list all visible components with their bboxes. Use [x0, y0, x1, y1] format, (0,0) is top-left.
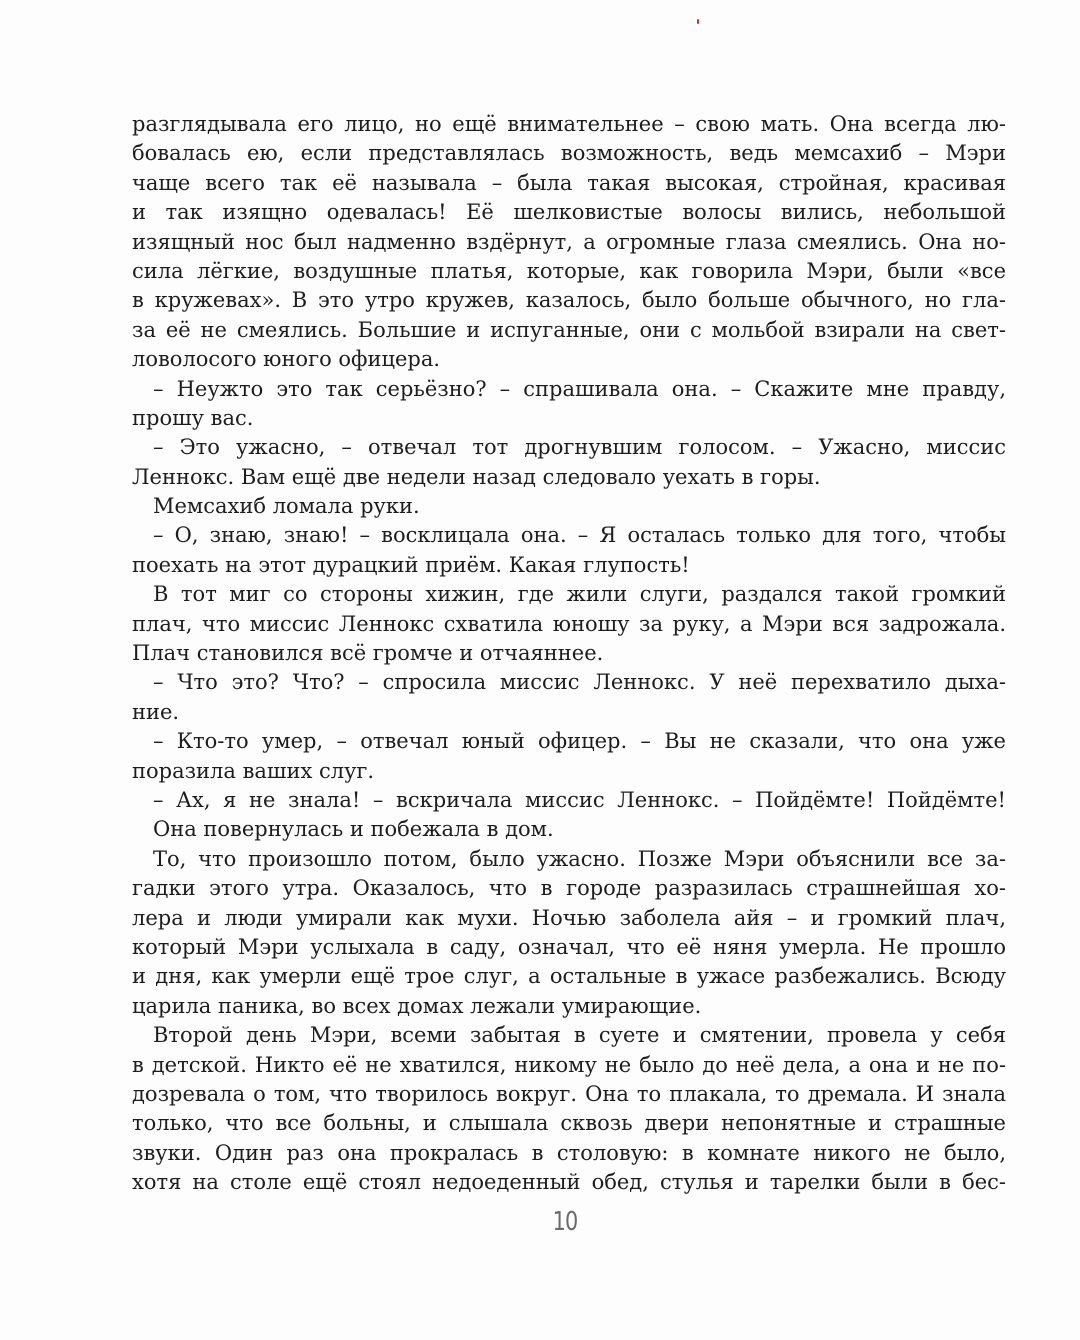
text-line: разглядывала его лицо, но ещё внимательнее – свою мать. Она всегда лю-: [132, 112, 1006, 136]
text-line: – О, знаю, знаю! – восклицала она. – Я осталась только для того, чтобы: [153, 523, 1006, 548]
text-line: и дня, как умерли ещё трое слуг, а остальные в ужасе разбежались. Всюду: [132, 964, 1006, 989]
text-line: за её не смеялись. Большие и испуганные, они с мольбой взирали на свет-: [132, 317, 1006, 342]
text-line: царила паника, во всех домах лежали умирающие.: [132, 993, 702, 1018]
text-line: который Мэри услыхала в саду, означал, что её няня умерла. Не прошло: [132, 934, 1006, 959]
text-line: прошу вас.: [132, 405, 254, 430]
text-line: В тот миг со стороны хижин, где жили слуги, раздался такой громкий: [153, 582, 1006, 607]
text-line: – Кто-то умер, – отвечал юный офицер. – Вы не сказали, что она уже: [153, 729, 1006, 754]
text-line: – Ах, я не знала! – вскричала миссис Леннокс. – Пойдёмте! Пойдёмте!: [153, 787, 1006, 812]
text-line: изящный нос был надменно вздёрнут, а огромные глаза смеялись. Она но-: [132, 229, 1006, 254]
text-line: Леннокс. Вам ещё две недели назад следовало уехать в горы.: [132, 464, 821, 489]
text-line: – Неужто это так серьёзно? – спрашивала она. – Скажите мне правду,: [153, 376, 1006, 401]
text-line: ние.: [132, 699, 180, 724]
text-line: Плач становился всё громче и отчаяннее.: [132, 641, 604, 666]
text-line: Она повернулась и побежала в дом.: [153, 817, 554, 842]
text-line: – Это ужасно, – отвечал тот дрогнувшим голосом. – Ужасно, миссис: [153, 435, 1006, 460]
text-line: хотя на столе ещё стоял недоеденный обед, стулья и тарелки были в бес-: [132, 1170, 1006, 1195]
text-line: бовалась ею, если представлялась возможность, ведь мемсахиб – Мэри: [132, 141, 1006, 166]
text-line: поразила ваших слуг.: [132, 758, 375, 783]
text-line: лера и люди умирали как мухи. Ночью заболела айя – и громкий плач,: [132, 905, 1006, 930]
text-line: плач, что миссис Леннокс схватила юношу за руку, а Мэри вся задрожала.: [132, 611, 1006, 636]
text-line: гадки этого утра. Оказалось, что в городе разразилась страшнейшая хо-: [132, 876, 1006, 901]
text-line: звуки. Один раз она прокралась в столовую: в комнате никого не было,: [132, 1140, 1006, 1165]
text-line: чаще всего так её называла – была такая высокая, стройная, красивая: [132, 170, 1006, 195]
text-line: Второй день Мэри, всеми забытая в суете и смятении, провела у себя: [153, 1023, 1006, 1048]
text-line: поехать на этот дурацкий приём. Какая глупость!: [132, 552, 690, 577]
text-line: сила лёгкие, воздушные платья, которые, как говорила Мэри, были «все: [132, 258, 1006, 283]
text-line: Мемсахиб ломала руки.: [153, 494, 420, 519]
text-line: в кружевах». В это утро кружев, казалось, было больше обычного, но гла-: [132, 288, 1006, 313]
text-line: в детской. Никто её не хватился, никому не было до неё дела, а она и не по-: [132, 1052, 1006, 1077]
text-line: дозревала о том, что творилось вокруг. Она то плакала, то дремала. И знала: [132, 1081, 1006, 1106]
text-line: ловолосого юного офицера.: [132, 347, 441, 372]
text-line: То, что произошло потом, было ужасно. Позже Мэри объяснили все за-: [153, 846, 1006, 871]
body-text: [132, 110, 1006, 1197]
text-line: – Что это? Что? – спросила миссис Леннокс. У неё перехватило дыха-: [153, 670, 1006, 695]
text-line: и так изящно одевалась! Её шелковистые волосы вились, небольшой: [132, 200, 1006, 225]
print-speck: [697, 19, 699, 24]
page-number: 10: [552, 1207, 578, 1237]
text-line: только, что все больны, и слышала сквозь двери непонятные и страшные: [132, 1111, 1006, 1136]
